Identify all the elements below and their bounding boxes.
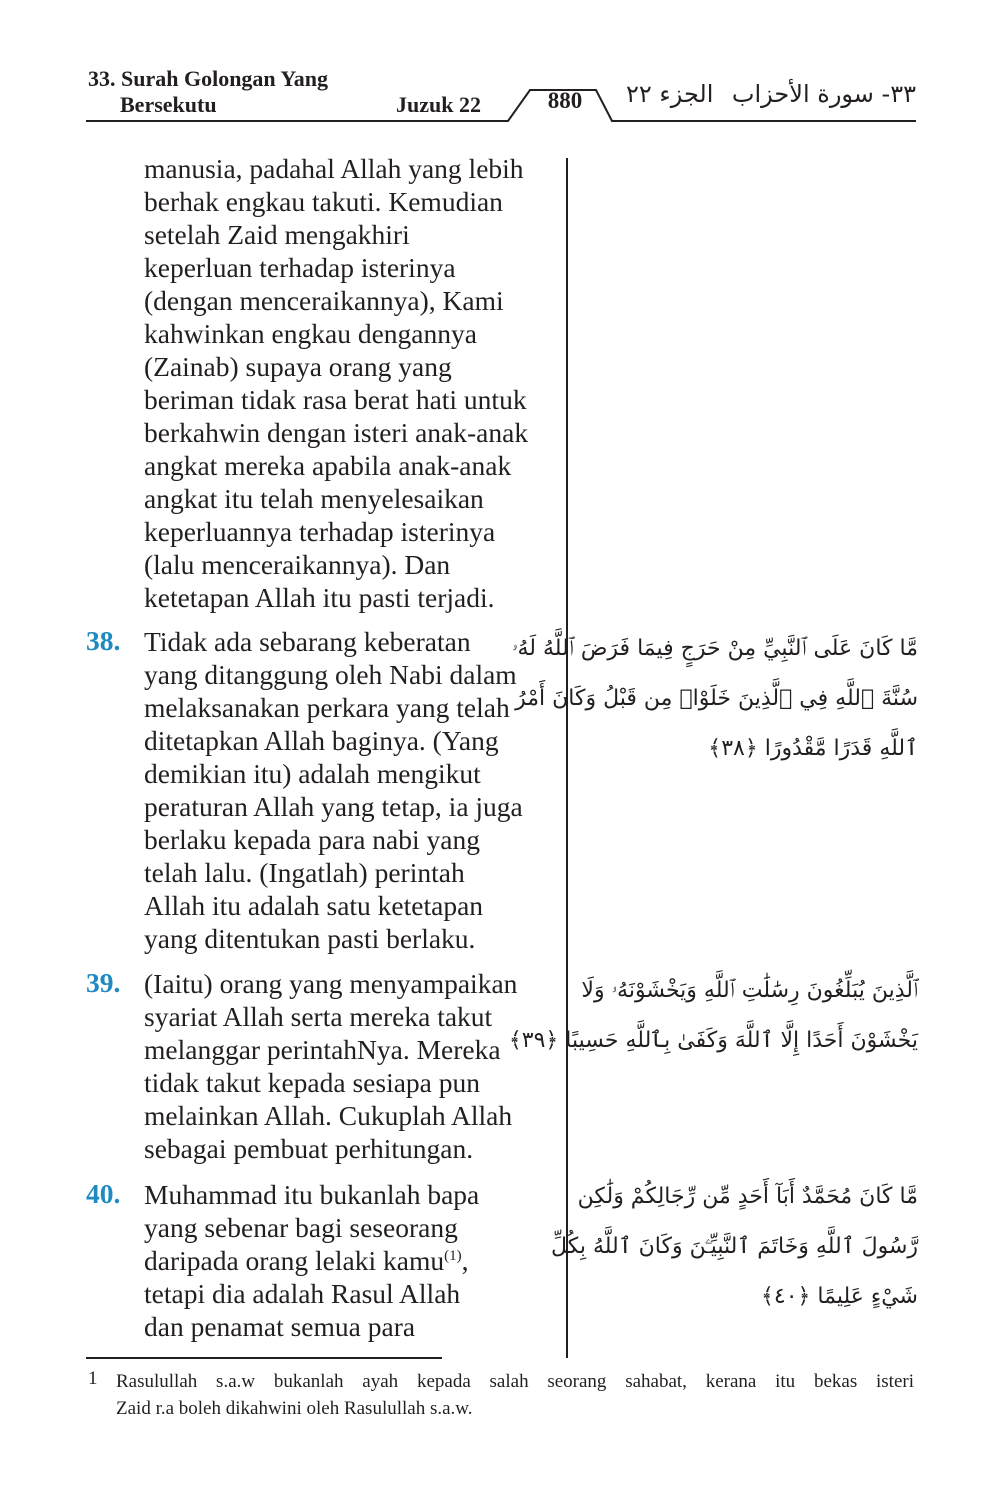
text-line: berhak engkau takuti. Kemudian — [144, 186, 503, 217]
text-line: angkat itu telah menyelesaikan — [144, 483, 484, 514]
arabic-line: مَّا كَانَ عَلَى ٱلنَّبِيِّ مِنْ حَرَجٍ فِيمَا فَرَضَ ٱللَّهُ لَهُۥ — [512, 636, 918, 661]
text-line: ditetapkan Allah baginya. (Yang — [144, 725, 499, 756]
text-line: berlaku kepada para nabi yang — [144, 824, 480, 855]
punctuation: , — [461, 1245, 469, 1276]
footnote-text — [116, 1368, 914, 1422]
text-line: yang ditanggung oleh Nabi dalam — [144, 659, 517, 690]
verse-38-arabic — [512, 624, 918, 774]
text-line: syariat Allah serta mereka takut — [144, 1001, 493, 1032]
juzuk-label: Juzuk 22 — [396, 92, 481, 117]
juz-arabic-label: الجزء ٢٢ — [626, 80, 714, 108]
page-number: 880 — [547, 88, 583, 113]
text-line: tetapi dia adalah Rasul Allah — [144, 1278, 461, 1309]
verse-number-38: 38. — [86, 625, 121, 656]
footnote-line: Rasulullah s.a.w bukanlah ayah kepada salah seorang sahabat, kerana itu bekas isteri — [116, 1371, 914, 1392]
text-line: setelah Zaid mengakhiri — [144, 219, 410, 250]
text-line: peraturan Allah yang tetap, ia juga — [144, 791, 523, 822]
verse-number-39: 39. — [86, 967, 121, 998]
verse-39-translation — [144, 967, 564, 1165]
text-line: angkat mereka apabila anak-anak — [144, 450, 512, 481]
verse-37-continuation — [144, 152, 564, 614]
column-divider — [566, 158, 568, 1358]
verse-39-arabic — [508, 966, 918, 1066]
text-line: Muhammad itu bukanlah bapa — [144, 1179, 480, 1210]
text-line: beriman tidak rasa berat hati untuk — [144, 384, 527, 415]
text-line: dan penamat semua para — [144, 1311, 416, 1342]
verse-40-arabic — [551, 1172, 918, 1322]
text-line: berkahwin dengan isteri anak-anak — [144, 417, 529, 448]
text-line: Allah itu adalah satu ketetapan — [144, 890, 484, 921]
text-line: kahwinkan engkau dengannya — [144, 318, 477, 349]
text-line: (Zainab) supaya orang yang — [144, 351, 452, 382]
page-header — [0, 0, 1000, 130]
verse-40-translation — [144, 1178, 564, 1343]
text-line: manusia, padahal Allah yang lebih — [144, 153, 524, 184]
text-line: (lalu menceraikannya). Dan — [144, 549, 451, 580]
arabic-line: شَيْءٍ عَلِيمًا ﴿٤٠﴾ — [761, 1284, 918, 1309]
text-line: demikian itu) adalah mengikut — [144, 758, 481, 789]
arabic-line: ٱلَّذِينَ يُبَلِّغُونَ رِسَٰلَٰتِ ٱللَّهِ وَيَخْشَوْنَهُۥ وَلَا — [581, 978, 918, 1003]
surah-title-line1: 33. Surah Golongan Yang — [88, 66, 329, 91]
text-line: telah lalu. (Ingatlah) perintah — [144, 857, 465, 888]
surah-arabic-title: ٣٣- سورة الأحزاب — [731, 80, 916, 108]
text-segment: daripada orang lelaki kamu — [144, 1245, 445, 1276]
arabic-line: سُنَّةَ ٱللَّهِ فِي ٱلَّذِينَ خَلَوْا۟ مِن قَبْلُ وَكَانَ أَمْرُ — [515, 686, 918, 711]
arabic-line: ٱللَّهِ قَدَرًا مَّقْدُورًا ﴿٣٨﴾ — [708, 736, 918, 761]
text-line: melaksanakan perkara yang telah — [144, 692, 510, 723]
text-line: melainkan Allah. Cukuplah Allah — [144, 1100, 513, 1131]
arabic-line: رَّسُولَ ٱللَّهِ وَخَاتَمَ ٱلنَّبِيِّـۧنَ وَكَانَ ٱللَّهُ بِكُلِّ — [551, 1234, 918, 1259]
surah-title-line2: Bersekutu — [120, 92, 217, 117]
text-line: melanggar perintahNya. Mereka — [144, 1034, 501, 1065]
text-line: keperluannya terhadap isterinya — [144, 516, 496, 547]
text-line: keperluan terhadap isterinya — [144, 252, 456, 283]
verse-number-40: 40. — [86, 1178, 121, 1209]
text-line-with-footnote — [144, 1244, 564, 1277]
footnote-reference: (1) — [444, 1247, 462, 1264]
text-line: (Iaitu) orang yang menyampaikan — [144, 968, 518, 999]
text-line: Tidak ada sebarang keberatan — [144, 626, 471, 657]
arabic-line: مَّا كَانَ مُحَمَّدٌ أَبَآ أَحَدٍ مِّن رِّجَالِكُمْ وَلَٰكِن — [577, 1184, 918, 1209]
text-line: ketetapan Allah itu pasti terjadi. — [144, 582, 495, 613]
text-line: yang sebenar bagi seseorang — [144, 1212, 458, 1243]
footnote-line: Zaid r.a boleh dikahwini oleh Rasulullah s.a.w. — [116, 1398, 473, 1419]
footnote-number: 1 — [88, 1368, 98, 1389]
footnote-rule — [86, 1357, 442, 1359]
text-line: sebagai pembuat perhitungan. — [144, 1133, 474, 1164]
text-line: tidak takut kepada sesiapa pun — [144, 1067, 481, 1098]
arabic-line: يَخْشَوْنَ أَحَدًا إِلَّا ٱللَّهَ وَكَفَىٰ بِٱللَّهِ حَسِيبًا ﴿٣٩﴾ — [508, 1028, 918, 1053]
text-line: yang ditentukan pasti berlaku. — [144, 923, 476, 954]
text-line: (dengan menceraikannya), Kami — [144, 285, 504, 316]
verse-38-translation — [144, 625, 564, 955]
